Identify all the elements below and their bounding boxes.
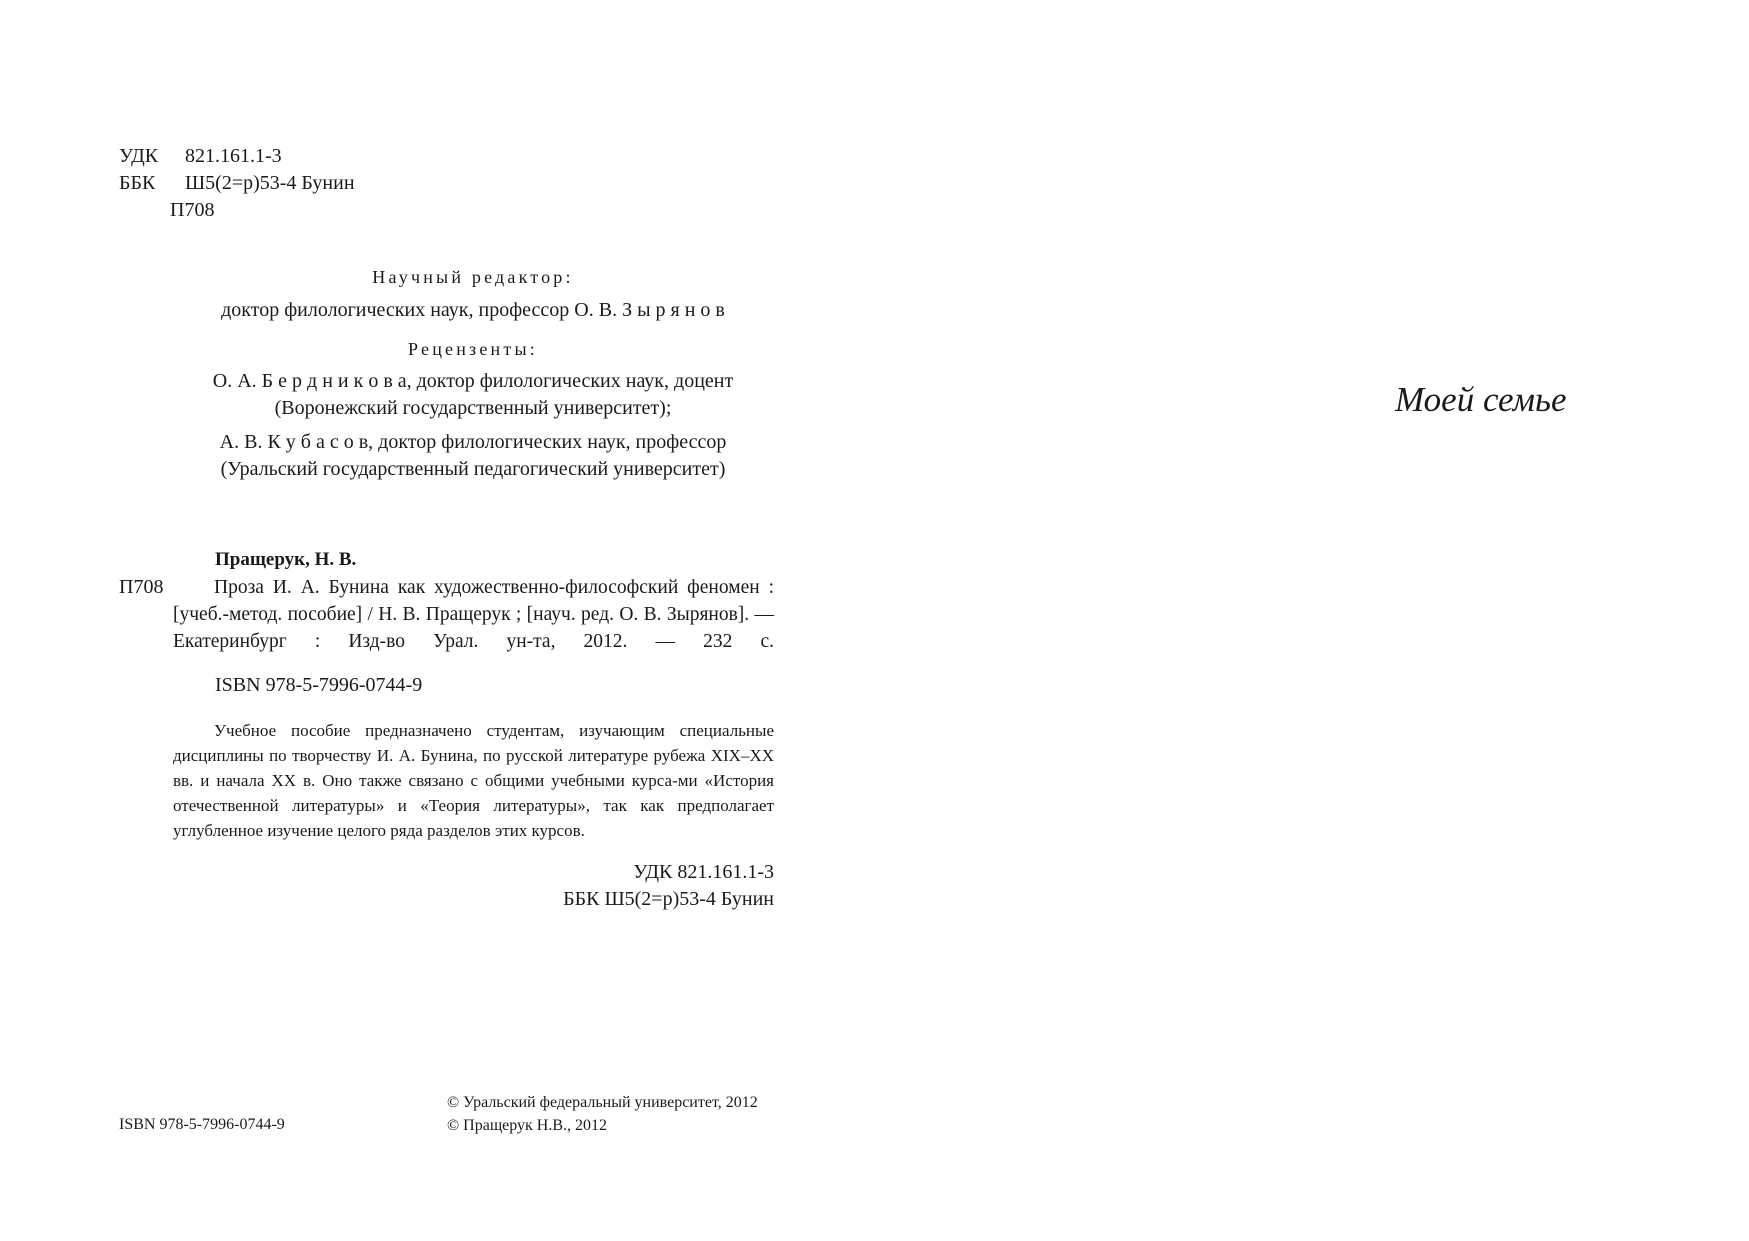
reviewer-2-name: А. В. К у б а с о в, доктор филологических наук, профессор: [219, 431, 727, 453]
bbk-label: ББК: [119, 172, 156, 194]
udk-label: УДК: [119, 145, 159, 167]
reviewer-2: [173, 429, 773, 483]
udk-row: [119, 143, 355, 170]
editor-heading: Научный редактор:: [372, 267, 574, 287]
reviewer-1-name: О. А. Б е р д н и к о в а, доктор филологических наук, доцент: [212, 370, 734, 392]
udk-value: 821.161.1-3: [185, 145, 282, 167]
bbk-value: Ш5(2=р)53-4 Бунин: [185, 172, 355, 194]
scientific-editor: доктор филологических наук, профессор О. В. З ы р я н о в: [221, 299, 725, 321]
copyright-university: © Уральский федеральный университет, 2012: [447, 1094, 758, 1111]
copyright-block: [447, 1091, 758, 1137]
reviewer-1-affiliation: (Воронежский государственный университет);: [274, 397, 672, 419]
reviewers-heading: Рецензенты:: [408, 339, 538, 359]
annotation-classification: [563, 859, 774, 913]
annotation-author: Пращерук, Н. В.: [215, 549, 357, 570]
reviewer-2-affiliation: (Уральский государственный педагогический университет): [220, 458, 726, 480]
author-mark: П708: [170, 199, 215, 221]
annotation-description: Проза И. А. Бунина как художественно-философский феномен : [учеб.-метод. пособие] / Н. В. Пращерук ; [науч. ред. О. В. Зырянов]. — Екатеринбург : Изд-во Урал. ун-та, 2012. — 232 с.: [173, 577, 774, 652]
reviewer-1: [173, 368, 773, 422]
annotation-isbn: ISBN 978-5-7996-0744-9: [215, 674, 423, 696]
dedication: Моей семье: [1395, 380, 1567, 419]
annotation-abstract: Учебное пособие предназначено студентам, изучающим специальные дисциплины по творчеству И. А. Бунина, по русской литературе рубежа XIX–XX вв. и начала XX в. Оно также связано с общими учебными курса-ми «История отечественной литературы» и «Теория литературы», так как предполагает углубленное изучение целого ряда разделов этих курсов.: [173, 721, 774, 840]
footer-isbn: ISBN 978-5-7996-0744-9: [119, 1116, 285, 1133]
copyright-author: © Пращерук Н.В., 2012: [447, 1117, 608, 1134]
annotation-bbk: ББК Ш5(2=р)53-4 Бунин: [563, 888, 774, 910]
bbk-row: [119, 170, 355, 197]
annotation-udk: УДК 821.161.1-3: [633, 861, 774, 883]
annotation-code: П708: [119, 576, 164, 598]
classification-block: [119, 143, 355, 224]
